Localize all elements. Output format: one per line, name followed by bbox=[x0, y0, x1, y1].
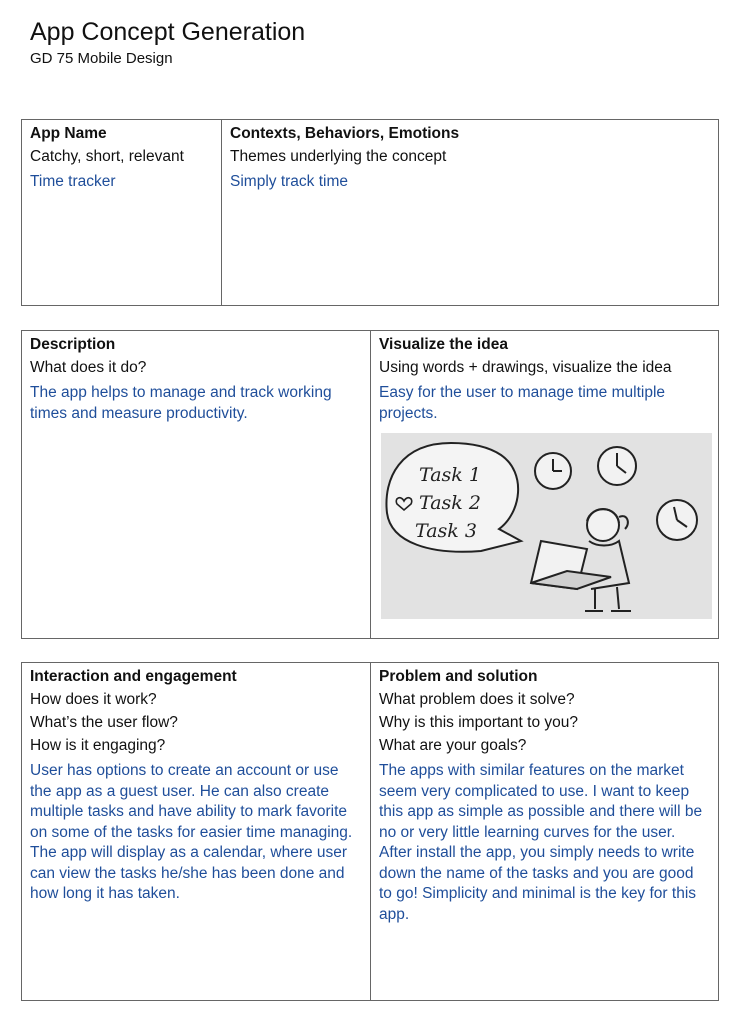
interaction-prompt-1: How does it work? bbox=[30, 691, 157, 708]
contexts-heading: Contexts, Behaviors, Emotions bbox=[230, 125, 460, 142]
interaction-heading: Interaction and engagement bbox=[30, 668, 237, 685]
person-with-laptop-figure bbox=[531, 509, 631, 611]
contexts-cell bbox=[221, 120, 718, 305]
concept-sketch-image bbox=[381, 433, 712, 619]
problem-answer: The apps with similar features on the market seem very complicated to use. I want to keep this app as simple as possible and there will be no or very little learning curves for the user. After install the app, you simply needs to write down the name of the tasks and you are good to go! Simplicity and minimal is the key for this app. bbox=[379, 762, 703, 923]
app-name-section bbox=[21, 119, 719, 306]
contexts-answer: Simply track time bbox=[230, 173, 348, 190]
visualize-heading: Visualize the idea bbox=[379, 336, 508, 353]
clock-icon bbox=[598, 447, 636, 485]
page-subtitle: GD 75 Mobile Design bbox=[30, 50, 173, 67]
description-section bbox=[21, 330, 719, 639]
problem-prompt-1: What problem does it solve? bbox=[379, 691, 575, 708]
problem-prompt-3: What are your goals? bbox=[379, 737, 527, 754]
visualize-answer: Easy for the user to manage time multiple projects. bbox=[379, 384, 666, 422]
app-name-prompt: Catchy, short, relevant bbox=[30, 148, 184, 165]
sketch-task-3: Task 3 bbox=[415, 520, 477, 542]
page-title: App Concept Generation bbox=[30, 18, 306, 46]
contexts-prompt: Themes underlying the concept bbox=[230, 148, 447, 165]
visualize-prompt: Using words + drawings, visualize the idea bbox=[379, 359, 672, 376]
sketch-task-1: Task 1 bbox=[419, 464, 481, 486]
sketch-drawing bbox=[381, 433, 712, 619]
interaction-cell bbox=[22, 663, 370, 1000]
problem-heading: Problem and solution bbox=[379, 668, 538, 685]
sketch-task-2: Task 2 bbox=[419, 492, 481, 514]
problem-prompt-2: Why is this important to you? bbox=[379, 714, 578, 731]
app-name-answer: Time tracker bbox=[30, 173, 116, 190]
visualize-cell bbox=[370, 331, 718, 638]
interaction-section bbox=[21, 662, 719, 1001]
interaction-prompt-2: What’s the user flow? bbox=[30, 714, 178, 731]
description-answer: The app helps to manage and track working times and measure productivity. bbox=[30, 384, 332, 422]
clock-icon bbox=[535, 453, 571, 489]
problem-cell bbox=[370, 663, 718, 1000]
interaction-answer: User has options to create an account or use the app as a guest user. He can also create multiple tasks and have ability to mark favorite on some of the tasks for easier time managing. The app will display as a calendar, where user can view the tasks he/she has been done and how long it has taken. bbox=[30, 762, 353, 902]
clock-icon bbox=[657, 500, 697, 540]
app-name-cell bbox=[22, 120, 221, 305]
app-name-heading: App Name bbox=[30, 125, 107, 142]
description-heading: Description bbox=[30, 336, 116, 353]
interaction-prompt-3: How is it engaging? bbox=[30, 737, 166, 754]
description-cell bbox=[22, 331, 370, 638]
description-prompt: What does it do? bbox=[30, 359, 147, 376]
